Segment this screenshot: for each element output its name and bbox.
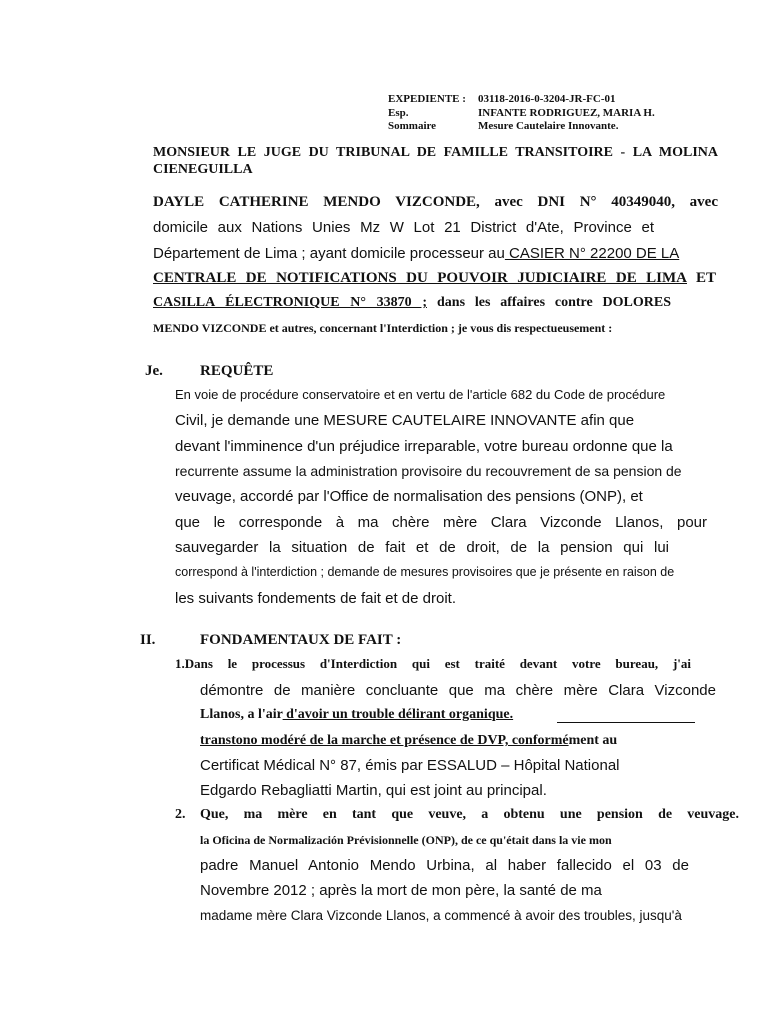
s2-p1-line-3 xyxy=(200,707,513,723)
addressee xyxy=(153,144,718,178)
s1-line-3: devant l'imminence d'un préjudice irreparable, votre bureau ordonne que la xyxy=(175,438,673,455)
s2-p2-number: 2. xyxy=(175,807,186,822)
s2-p1-llanos: Llanos, a l'air xyxy=(200,707,283,722)
s1-line-7: sauvegarder la situation de fait et de droit, de la pension qui lui xyxy=(175,539,669,556)
s2-p1-line-2: démontre de manière concluante que ma chère mère Clara Vizconde xyxy=(200,682,716,699)
section-2-number: II. xyxy=(140,632,156,648)
intro-et: ET xyxy=(695,270,716,286)
s2-p2-line-1: Que, ma mère en tant que veuve, a obtenu une pension de veuvage. xyxy=(200,807,739,822)
s2-p1-line-5: Certificat Médical N° 87, émis par ESSALUD – Hôpital National xyxy=(200,757,620,774)
sommaire-value: Mesure Cautelaire Innovante. xyxy=(478,120,619,132)
intro-line-3 xyxy=(153,245,679,262)
esp-value: INFANTE RODRIGUEZ, MARIA H. xyxy=(478,106,655,119)
s1-line-4: recurrente assume la administration provisoire du recouvrement de sa pension de xyxy=(175,463,682,479)
s2-p2-line-2: la Oficina de Normalización Prévisionnelle (ONP), de ce qu'était dans la vie mon xyxy=(200,833,612,847)
intro-line-5 xyxy=(153,295,671,311)
s2-p1-trouble: d'avoir un trouble délirant organique. xyxy=(282,707,514,722)
s2-p1-line-1: 1.Dans le processus d'Interdiction qui est traité devant votre bureau, j'ai xyxy=(175,656,691,671)
s2-p1-transtono: transtono modéré de la marche et présence de DVP, conformé xyxy=(200,733,569,748)
intro-contre: dans les affaires contre DOLORES xyxy=(437,295,671,310)
s1-line-9: les suivants fondements de fait et de droit. xyxy=(175,590,456,607)
addressee-line-2: CIENEGUILLA xyxy=(153,162,253,177)
s1-line-8: correspond à l'interdiction ; demande de mesures provisoires que je présente en raison de xyxy=(175,565,675,579)
esp-label: Esp. xyxy=(388,106,409,119)
s1-line-6: que le corresponde à ma chère mère Clara Vizconde Llanos, pour xyxy=(175,514,707,531)
intro-line-6: MENDO VIZCONDE et autres, concernant l'Interdiction ; je vous dis respectueusement : xyxy=(153,321,613,335)
s2-p1-ment-au: ment au xyxy=(568,733,618,748)
s1-line-5: veuvage, accordé par l'Office de normalisation des pensions (ONP), et xyxy=(175,488,643,505)
s2-p2-line-3: padre Manuel Antonio Mendo Urbina, al haber fallecido el 03 de xyxy=(200,857,689,874)
s1-line-2: Civil, je demande une MESURE CAUTELAIRE INNOVANTE afin que xyxy=(175,412,635,429)
s1-line-1: En voie de procédure conservatoire et en vertu de l'article 682 du Code de procédure xyxy=(175,387,666,402)
intro-casilla: CASILLA ÉLECTRONIQUE N° 33870 ; xyxy=(153,295,427,310)
s2-p1-line-4 xyxy=(200,733,617,749)
esp-row xyxy=(388,107,655,121)
section-1-title: REQUÊTE xyxy=(200,363,274,379)
intro-line-3-text: Département de Lima ; ayant domicile processeur au xyxy=(153,245,505,262)
s2-p1-line-6: Edgardo Rebagliatti Martin, qui est joint au principal. xyxy=(200,782,547,799)
section-2-title: FONDAMENTAUX DE FAIT : xyxy=(200,632,402,648)
expediente-row xyxy=(388,93,655,107)
intro-line-4 xyxy=(153,270,716,287)
intro-centrale: CENTRALE DE NOTIFICATIONS DU POUVOIR JUDICIAIRE DE LIMA xyxy=(153,270,687,286)
addressee-line-1: MONSIEUR LE JUGE DU TRIBUNAL DE FAMILLE TRANSITOIRE - LA MOLINA xyxy=(153,145,718,160)
expediente-label: EXPEDIENTE : xyxy=(388,93,466,105)
underline-fill xyxy=(557,722,695,723)
intro-line-2: domicile aux Nations Unies Mz W Lot 21 District d'Ate, Province et xyxy=(153,219,654,236)
expediente-value: 03118-2016-0-3204-JR-FC-01 xyxy=(478,93,616,105)
s2-p2-line-5: madame mère Clara Vizconde Llanos, a commencé à avoir des troubles, jusqu'à xyxy=(200,908,682,923)
intro-line-1: DAYLE CATHERINE MENDO VIZCONDE, avec DNI N° 40349040, avec xyxy=(153,194,718,210)
section-1-number: Je. xyxy=(145,363,163,379)
s2-p2-line-4: Novembre 2012 ; après la mort de mon père, la santé de ma xyxy=(200,882,602,899)
sommaire-label: Sommaire xyxy=(388,120,437,132)
case-header xyxy=(388,93,655,134)
intro-casier: CASIER N° 22200 DE LA xyxy=(504,245,680,262)
sommaire-row xyxy=(388,120,655,134)
